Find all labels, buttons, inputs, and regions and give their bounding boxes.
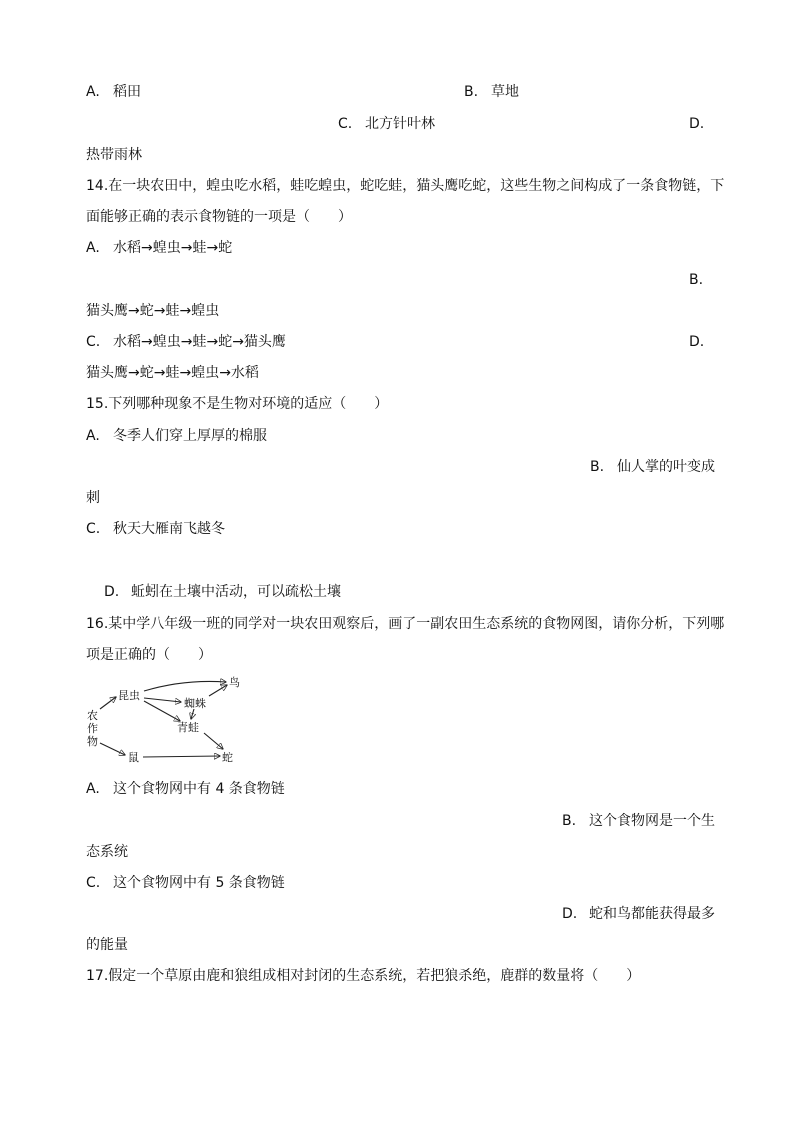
option-text: 稻田 [113, 84, 141, 100]
q15-option-b [590, 458, 715, 476]
option-letter: A. [86, 428, 100, 444]
q14-stem-line1: 14.在一块农田中，蝗虫吃水稻，蛙吃蝗虫，蛇吃蛙，猫头鹰吃蛇，这些生物之间构成了一条食物链，下 [86, 178, 725, 194]
option-text: 北方针叶林 [365, 116, 435, 132]
q15-option-b-wrap: 刺 [86, 490, 100, 506]
option-text: 草地 [491, 84, 519, 100]
option-text: 秋天大雁南飞越冬 [113, 521, 225, 537]
q15-stem: 15.下列哪种现象不是生物对环境的适应（ ） [86, 396, 389, 412]
option-letter: B. [562, 813, 577, 829]
option-text: 蛇和鸟都能获得最多 [589, 906, 715, 922]
option-letter: B. [464, 84, 479, 100]
node-snake: 蛇 [222, 751, 233, 764]
food-web-diagram [80, 669, 256, 769]
option-text: 这个食物网是一个生 [589, 813, 715, 829]
arrow-mouse-to-snake [143, 756, 220, 757]
q13-option-d-letter: D. [689, 116, 705, 132]
arrow-crop-to-insect [100, 697, 116, 709]
q14-option-d-text: 猫头鹰→蛇→蛙→蝗虫→水稻 [86, 365, 259, 381]
q13-option-b [464, 83, 519, 101]
option-text: 仙人掌的叶变成 [617, 459, 715, 475]
node-insect: 昆虫 [118, 689, 140, 702]
q16-option-d-wrap: 的能量 [86, 937, 128, 953]
arrow-spider-to-bird [209, 685, 227, 696]
option-letter: D. [104, 584, 120, 600]
arrow-crop-to-mouse [100, 743, 125, 755]
arrow-insect-to-bird [144, 681, 226, 691]
node-crop-3: 物 [87, 735, 98, 748]
option-letter: C. [86, 875, 101, 891]
node-spider: 蜘蛛 [184, 697, 206, 710]
node-mouse: 鼠 [128, 751, 139, 764]
arrow-spider-to-frog [191, 709, 194, 719]
option-letter: C. [86, 521, 101, 537]
q17-stem: 17.假定一个草原由鹿和狼组成相对封闭的生态系统，若把狼杀绝，鹿群的数量将（ ） [86, 968, 641, 984]
q14-option-d-letter: D. [689, 334, 705, 350]
q16-stem-line1: 16.某中学八年级一班的同学对一块农田观察后，画了一副农田生态系统的食物网图，请你分析，下列哪 [86, 616, 725, 632]
option-letter: A. [86, 781, 100, 797]
option-text: 蚯蚓在土壤中活动，可以疏松土壤 [131, 584, 341, 600]
q15-option-a [86, 427, 267, 445]
q14-option-c [86, 333, 286, 351]
option-text: 这个食物网中有 4 条食物链 [113, 781, 285, 797]
q13-option-d-text: 热带雨林 [86, 147, 142, 163]
q15-option-c [86, 520, 225, 538]
q16-option-a [86, 780, 285, 798]
option-text: 水稻→蝗虫→蛙→蛇→猫头鹰 [113, 334, 286, 350]
q16-stem-line2: 项是正确的（ ） [86, 647, 212, 663]
arrow-frog-to-snake [204, 733, 223, 749]
option-text: 冬季人们穿上厚厚的棉服 [113, 428, 267, 444]
q16-option-c [86, 874, 285, 892]
q14-option-a [86, 239, 232, 257]
q15-option-d [104, 583, 341, 601]
q13-option-c [338, 115, 435, 133]
node-crop-1: 农 [87, 709, 98, 722]
q14-stem-line2: 面能够正确的表示食物链的一项是（ ） [86, 209, 352, 225]
option-letter: B. [590, 459, 605, 475]
option-letter: A. [86, 84, 100, 100]
option-letter: C. [338, 116, 353, 132]
q14-option-b-letter: B. [689, 272, 704, 288]
node-crop-2: 作 [87, 722, 98, 735]
q14-option-b-text: 猫头鹰→蛇→蛙→蝗虫 [86, 303, 220, 319]
option-letter: C. [86, 334, 101, 350]
option-letter: D. [562, 906, 578, 922]
option-letter: A. [86, 240, 100, 256]
q16-option-d [562, 905, 715, 923]
option-text: 水稻→蝗虫→蛙→蛇 [113, 240, 233, 256]
arrow-insect-to-frog [144, 701, 180, 721]
arrow-insect-to-spider [144, 698, 181, 702]
q13-option-a [86, 83, 141, 101]
option-text: 这个食物网中有 5 条食物链 [113, 875, 285, 891]
q16-option-b-wrap: 态系统 [86, 844, 128, 860]
q16-option-b [562, 812, 715, 830]
node-bird: 鸟 [229, 676, 240, 689]
node-frog: 青蛙 [177, 721, 199, 734]
